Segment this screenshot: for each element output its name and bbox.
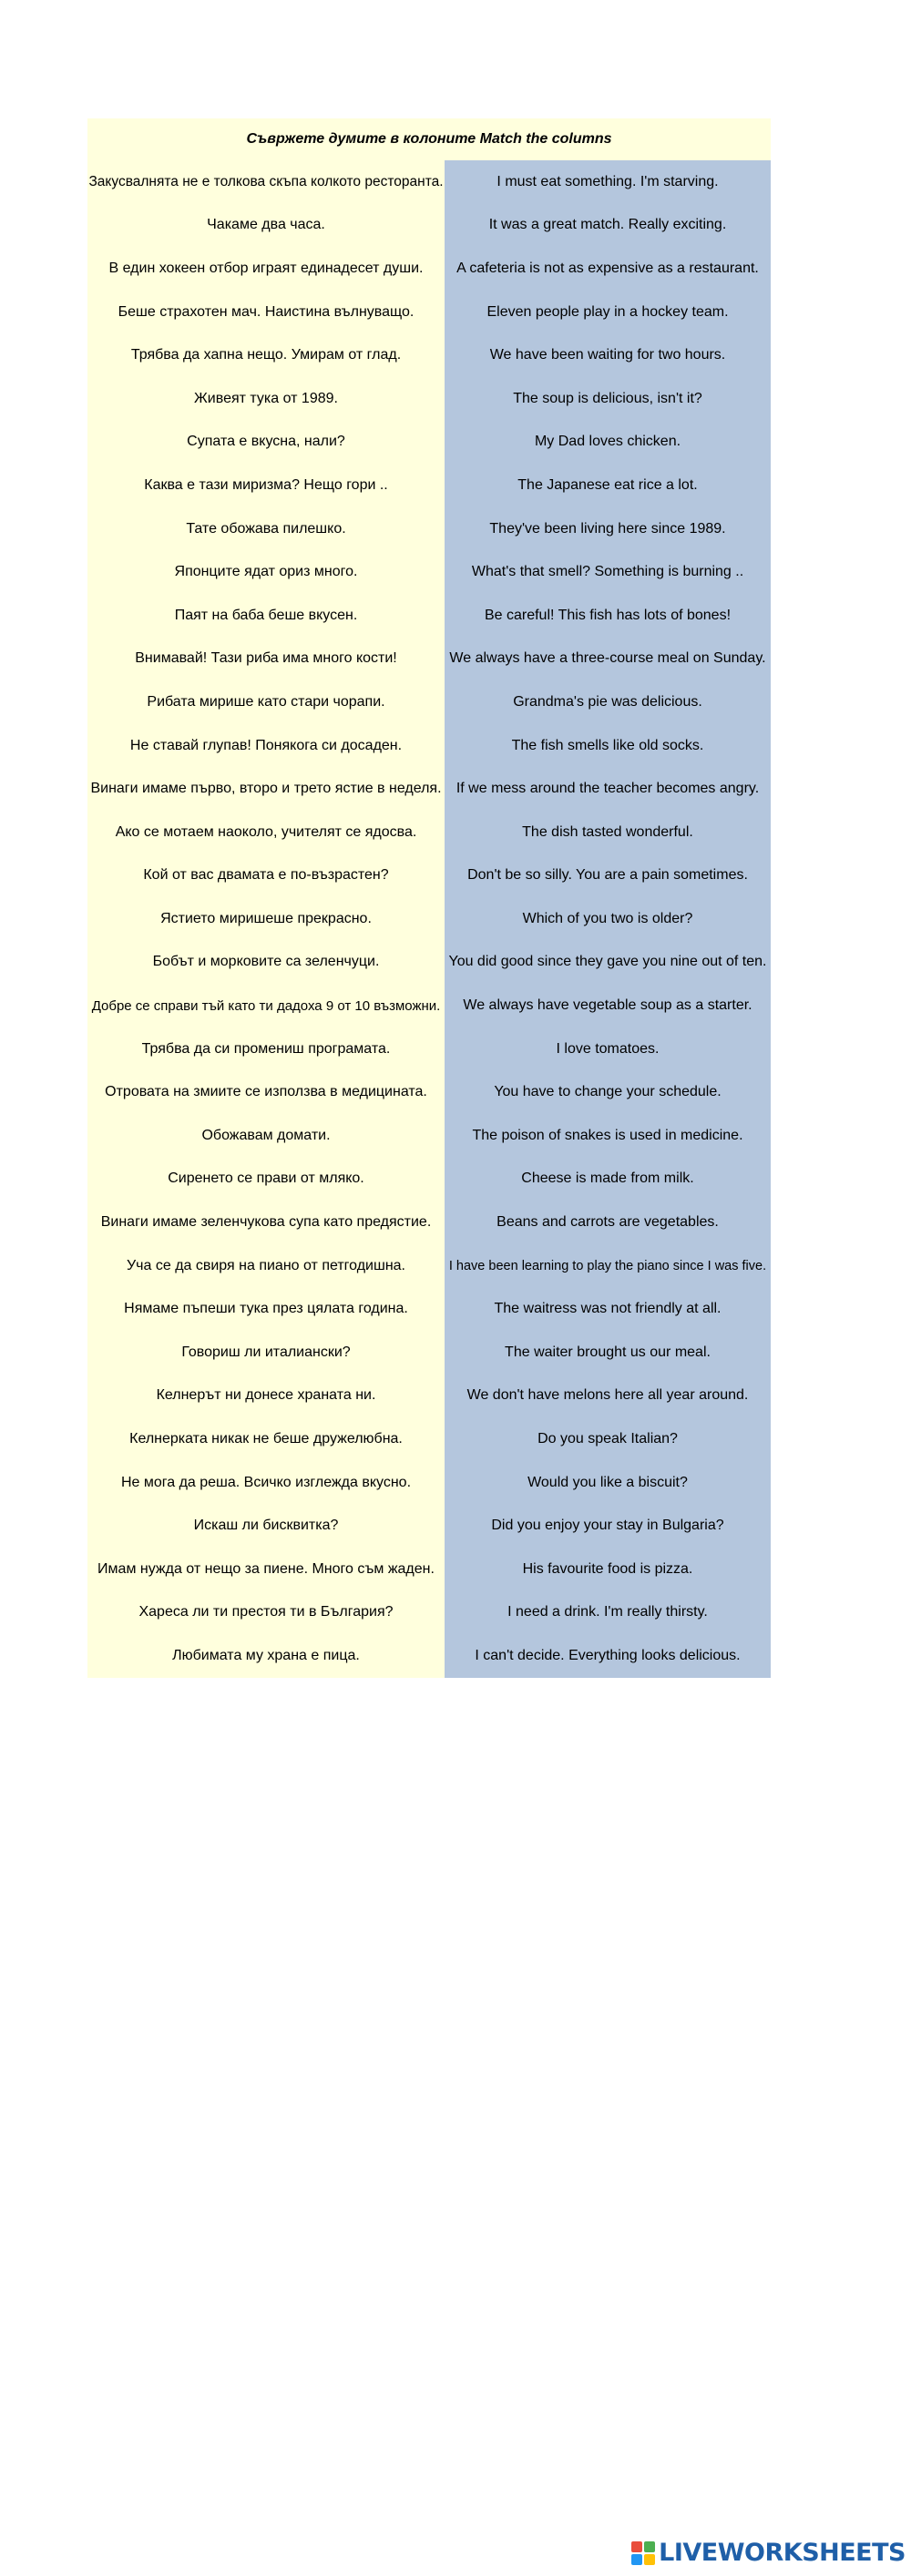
table-row <box>87 594 771 638</box>
bulgarian-sentence: Супата е вкусна, нали? <box>87 421 445 465</box>
bulgarian-sentence: Внимавай! Тази риба има много кости! <box>87 638 445 681</box>
english-sentence: It was a great match. Really exciting. <box>445 204 771 248</box>
logo-square <box>644 2554 655 2565</box>
table-row <box>87 811 771 854</box>
table-row <box>87 984 771 1027</box>
table-row <box>87 941 771 985</box>
bulgarian-sentence: Хареса ли ти престоя ти в България? <box>87 1591 445 1635</box>
logo-square <box>631 2541 642 2552</box>
table-row <box>87 291 771 334</box>
bulgarian-sentence: Ако се мотаем наоколо, учителят се ядосва. <box>87 811 445 854</box>
english-sentence: The waitress was not friendly at all. <box>445 1287 771 1331</box>
table-row <box>87 1331 771 1375</box>
table-row <box>87 204 771 248</box>
brand-name: LIVEWORKSHEETS <box>659 2539 906 2567</box>
english-sentence: If we mess around the teacher becomes angry. <box>445 767 771 811</box>
table-row <box>87 897 771 941</box>
english-sentence: A cafeteria is not as expensive as a restaurant. <box>445 247 771 291</box>
table-row <box>87 1244 771 1288</box>
table-row <box>87 507 771 551</box>
bulgarian-sentence: Имам нужда от нещо за пиене. Много съм жаден. <box>87 1548 445 1591</box>
table-row <box>87 1417 771 1461</box>
table-row <box>87 1158 771 1201</box>
bulgarian-sentence: Винаги имаме зеленчукова супа като предястие. <box>87 1201 445 1244</box>
english-sentence: The Japanese eat rice a lot. <box>445 464 771 507</box>
english-sentence: Eleven people play in a hockey team. <box>445 291 771 334</box>
table-row <box>87 421 771 465</box>
table-row <box>87 1375 771 1418</box>
english-sentence: I have been learning to play the piano since I was five. <box>445 1244 771 1288</box>
english-sentence: The soup is delicious, isn't it? <box>445 377 771 421</box>
english-sentence: Cheese is made from milk. <box>445 1158 771 1201</box>
bulgarian-sentence: Отровата на змиите се използва в медицината. <box>87 1070 445 1114</box>
table-row <box>87 464 771 507</box>
bulgarian-sentence: Сиренето се прави от мляко. <box>87 1158 445 1201</box>
english-sentence: We don't have melons here all year around. <box>445 1375 771 1418</box>
bulgarian-sentence: Говориш ли италиански? <box>87 1331 445 1375</box>
english-sentence: Grandma's pie was delicious. <box>445 680 771 724</box>
bulgarian-sentence: Японците ядат ориз много. <box>87 550 445 594</box>
english-sentence: Would you like a biscuit? <box>445 1461 771 1505</box>
table-row <box>87 1287 771 1331</box>
matching-rows <box>87 160 771 1678</box>
bulgarian-sentence: Бобът и морковите са зеленчуци. <box>87 941 445 985</box>
table-row <box>87 767 771 811</box>
bulgarian-sentence: Паят на баба беше вкусен. <box>87 594 445 638</box>
worksheet-table <box>87 118 771 1678</box>
logo-square <box>644 2541 655 2552</box>
english-sentence: Did you enjoy your stay in Bulgaria? <box>445 1504 771 1548</box>
bulgarian-sentence: Тате обожава пилешко. <box>87 507 445 551</box>
table-row <box>87 333 771 377</box>
bulgarian-sentence: Живеят тука от 1989. <box>87 377 445 421</box>
liveworksheets-brand <box>631 2539 906 2567</box>
bulgarian-sentence: Любимата му храна е пица. <box>87 1634 445 1678</box>
bulgarian-sentence: Чакаме два часа. <box>87 204 445 248</box>
table-row <box>87 680 771 724</box>
table-row <box>87 550 771 594</box>
bulgarian-sentence: Рибата мирише като стари чорапи. <box>87 680 445 724</box>
bulgarian-sentence: Кой от вас двамата е по-възрастен? <box>87 854 445 898</box>
english-sentence: I must eat something. I'm starving. <box>445 160 771 204</box>
table-row <box>87 247 771 291</box>
english-sentence: The waiter brought us our meal. <box>445 1331 771 1375</box>
english-sentence: I need a drink. I'm really thirsty. <box>445 1591 771 1635</box>
english-sentence: Do you speak Italian? <box>445 1417 771 1461</box>
english-sentence: They've been living here since 1989. <box>445 507 771 551</box>
bulgarian-sentence: Келнерът ни донесе храната ни. <box>87 1375 445 1418</box>
bulgarian-sentence: Трябва да си промениш програмата. <box>87 1027 445 1071</box>
table-row <box>87 1114 771 1158</box>
english-sentence: I can't decide. Everything looks delicious. <box>445 1634 771 1678</box>
bulgarian-sentence: Каква е тази миризма? Нещо гори .. <box>87 464 445 507</box>
bulgarian-sentence: Не мога да реша. Всичко изглежда вкусно. <box>87 1461 445 1505</box>
table-row <box>87 1070 771 1114</box>
english-sentence: What's that smell? Something is burning .. <box>445 550 771 594</box>
english-sentence: Be careful! This fish has lots of bones! <box>445 594 771 638</box>
english-sentence: The poison of snakes is used in medicine. <box>445 1114 771 1158</box>
english-sentence: You have to change your schedule. <box>445 1070 771 1114</box>
bulgarian-sentence: Не ставай глупав! Понякога си досаден. <box>87 724 445 768</box>
bulgarian-sentence: Беше страхотен мач. Наистина вълнуващо. <box>87 291 445 334</box>
english-sentence: We have been waiting for two hours. <box>445 333 771 377</box>
table-row <box>87 1548 771 1591</box>
english-sentence: You did good since they gave you nine out of ten. <box>445 941 771 985</box>
liveworksheets-logo-icon <box>631 2541 655 2565</box>
table-row <box>87 1027 771 1071</box>
bulgarian-sentence: Трябва да хапна нещо. Умирам от глад. <box>87 333 445 377</box>
english-sentence: His favourite food is pizza. <box>445 1548 771 1591</box>
bulgarian-sentence: Обожавам домати. <box>87 1114 445 1158</box>
table-row <box>87 1591 771 1635</box>
english-sentence: Don't be so silly. You are a pain sometimes. <box>445 854 771 898</box>
bulgarian-sentence: Закусвалнята не е толкова скъпа колкото ресторанта. <box>87 160 445 204</box>
english-sentence: Beans and carrots are vegetables. <box>445 1201 771 1244</box>
bulgarian-sentence: Искаш ли бисквитка? <box>87 1504 445 1548</box>
bulgarian-sentence: Добре се справи тъй като ти дадоха 9 от 10 възможни. <box>87 984 445 1027</box>
table-row <box>87 377 771 421</box>
logo-square <box>631 2554 642 2565</box>
english-sentence: We always have vegetable soup as a starter. <box>445 984 771 1027</box>
table-row <box>87 724 771 768</box>
table-row <box>87 1201 771 1244</box>
english-sentence: The fish smells like old socks. <box>445 724 771 768</box>
table-row <box>87 1634 771 1678</box>
bulgarian-sentence: Ястието миришеше прекрасно. <box>87 897 445 941</box>
table-row <box>87 160 771 204</box>
worksheet-title: Съвржете думите в колоните Match the columns <box>87 118 771 160</box>
bulgarian-sentence: Винаги имаме първо, второ и трето ястие в неделя. <box>87 767 445 811</box>
table-row <box>87 1504 771 1548</box>
table-row <box>87 638 771 681</box>
english-sentence: I love tomatoes. <box>445 1027 771 1071</box>
bulgarian-sentence: В един хокеен отбор играят единадесет души. <box>87 247 445 291</box>
english-sentence: Which of you two is older? <box>445 897 771 941</box>
bulgarian-sentence: Келнерката никак не беше дружелюбна. <box>87 1417 445 1461</box>
english-sentence: My Dad loves chicken. <box>445 421 771 465</box>
bulgarian-sentence: Уча се да свиря на пиано от петгодишна. <box>87 1244 445 1288</box>
bulgarian-sentence: Нямаме пъпеши тука през цялата година. <box>87 1287 445 1331</box>
english-sentence: The dish tasted wonderful. <box>445 811 771 854</box>
english-sentence: We always have a three-course meal on Sunday. <box>445 638 771 681</box>
table-row <box>87 854 771 898</box>
table-row <box>87 1461 771 1505</box>
